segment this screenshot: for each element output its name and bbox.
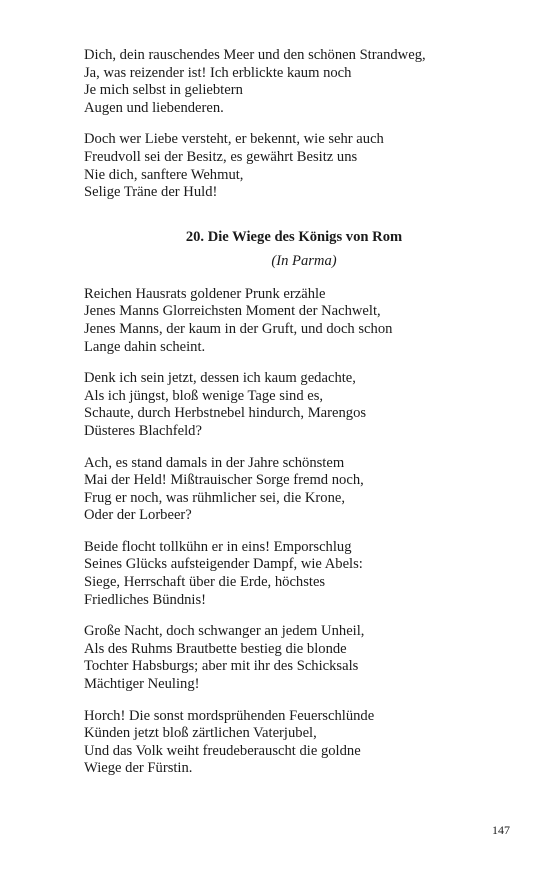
verse-line: Ach, es stand damals in der Jahre schönstem (84, 454, 345, 471)
verse-line: Selige Träne der Huld! (84, 184, 218, 201)
verse-line: Künden jetzt bloß zärtlichen Vaterjubel, (84, 725, 317, 742)
verse-line: Tochter Habsburgs; aber mit ihr des Schicksals (84, 658, 359, 675)
verse-line: Je mich selbst in geliebtern (84, 82, 243, 99)
verse-line: Wiege der Fürstin. (84, 760, 193, 777)
poem-title: 20. Die Wiege des Königs von Rom (185, 228, 403, 245)
verse-line: Friedliches Bündnis! (84, 591, 207, 608)
stanza (84, 370, 484, 440)
verse-line: Mai der Held! Mißtrauischer Sorge fremd noch, (84, 472, 364, 489)
verse-line: Denk ich sein jetzt, dessen ich kaum gedachte, (84, 370, 356, 387)
verse-line: Dich, dein rauschendes Meer und den schönen Strandweg, (84, 47, 426, 63)
verse-line: Seines Glücks aufsteigender Dampf, wie Abels: (84, 556, 363, 573)
verse-line: Augen und liebenderen. (84, 99, 224, 116)
stanza (84, 286, 484, 356)
page-number: 147 (492, 823, 510, 837)
verse-line: Ja, was reizender ist! Ich erblickte kaum noch (84, 64, 352, 81)
verse-line: Jenes Manns, der kaum in der Gruft, und doch schon (84, 320, 393, 337)
page-body (84, 47, 484, 792)
poem-subtitle: (In Parma) (271, 252, 337, 269)
verse-line: Horch! Die sonst mordsprühenden Feuerschlünde (84, 707, 375, 724)
stanza (84, 708, 484, 778)
verse-line: Als des Ruhms Brautbette bestieg die blonde (84, 640, 347, 657)
verse-line: Doch wer Liebe versteht, er bekennt, wie sehr auch (84, 131, 384, 148)
verse-line: Oder der Lorbeer? (84, 507, 192, 524)
verse-line: Nie dich, sanftere Wehmut, (84, 166, 244, 183)
verse-line: Siege, Herrschaft über die Erde, höchstes (84, 574, 326, 591)
verse-line: Beide flocht tollkühn er in eins! Emporschlug (84, 538, 352, 555)
verse-line: Lange dahin scheint. (84, 338, 206, 355)
stanza (84, 623, 484, 693)
verse-line: Mächtiger Neuling! (84, 676, 200, 693)
stanza (84, 455, 484, 525)
previous-poem-ending (84, 47, 484, 202)
verse-line: Frug er noch, was rühmlicher sei, die Krone, (84, 489, 345, 506)
verse-line: Schaute, durch Herbstnebel hindurch, Marengos (84, 405, 367, 422)
poem-text (84, 286, 484, 778)
stanza (84, 131, 484, 201)
verse-line: Große Nacht, doch schwanger an jedem Unheil, (84, 623, 365, 640)
verse-line: Freudvoll sei der Besitz, es gewährt Besitz uns (84, 148, 358, 165)
verse-line: Düsteres Blachfeld? (84, 422, 202, 439)
verse-line: Jenes Manns Glorreichsten Moment der Nachwelt, (84, 303, 381, 320)
stanza (84, 47, 484, 117)
verse-line: Als ich jüngst, bloß wenige Tage sind es, (84, 387, 324, 404)
stanza (84, 539, 484, 609)
verse-line: Reichen Hausrats goldener Prunk erzähle (84, 285, 326, 302)
verse-line: Und das Volk weiht freudeberauscht die goldne (84, 742, 361, 759)
